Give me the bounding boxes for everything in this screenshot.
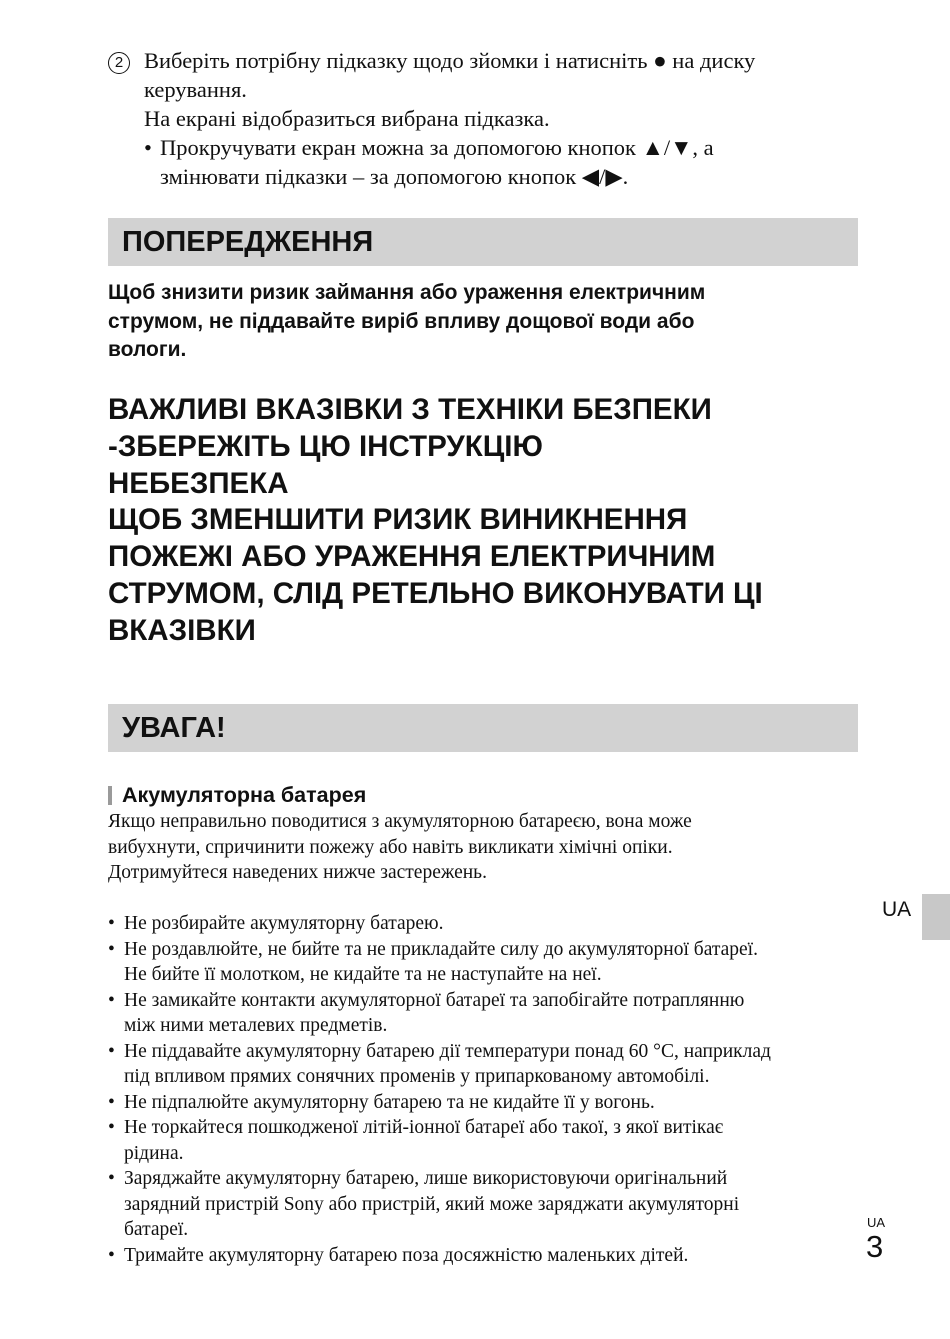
step-line: Виберіть потрібну підказку щодо зйомки і натисніть ● на диску <box>144 48 756 73</box>
battery-section <box>108 781 858 886</box>
step-instruction <box>108 46 858 191</box>
safety-line: ЩОБ ЗМЕНШИТИ РИЗИК ВИНИКНЕННЯ <box>108 503 688 537</box>
safety-line: -ЗБЕРЕЖІТЬ ЦЮ ІНСТРУКЦІЮ <box>108 429 543 463</box>
list-item-line: Не підпалюйте акумуляторну батарею та не кидайте її у вогонь. <box>124 1091 655 1113</box>
page-number: 3 <box>866 1229 884 1264</box>
list-item <box>108 1115 868 1166</box>
safety-instructions-heading <box>108 392 858 650</box>
list-item <box>108 1090 868 1116</box>
list-item <box>108 1243 868 1269</box>
step-result: На екрані відобразиться вибрана підказка. <box>144 106 550 131</box>
list-item-line: Не бийте її молотком, не кидайте та не наступайте на неї. <box>124 964 602 985</box>
warning-heading: ПОПЕРЕДЖЕННЯ <box>108 218 858 266</box>
warning-line: струмом, не піддавайте виріб впливу дощової води або <box>108 309 695 333</box>
list-item <box>108 988 868 1039</box>
safety-line: ПОЖЕЖІ АБО УРАЖЕННЯ ЕЛЕКТРИЧНИМ <box>108 540 716 574</box>
battery-precautions-list <box>108 911 868 1268</box>
step-bullet-line: змінювати підказки – за допомогою кнопок ◀/▶. <box>160 164 629 189</box>
safety-line: ВАЖЛИВІ ВКАЗІВКИ З ТЕХНІКИ БЕЗПЕКИ <box>108 393 712 426</box>
battery-intro-line: вибухнути, спричинити пожежу або навіть викликати хімічні опіки. <box>108 836 673 858</box>
step-number-circle: 2 <box>108 46 144 191</box>
bullet-icon: • <box>108 938 115 960</box>
list-item-line: Не піддавайте акумуляторну батарею дії температури понад 60 °C, наприклад <box>124 1040 771 1062</box>
warning-line: вологи. <box>108 338 187 361</box>
language-tab-label: UA <box>882 898 912 921</box>
list-item-line: зарядний пристрій Sony або пристрій, який може заряджати акумуляторні <box>124 1193 740 1215</box>
bullet-icon: • <box>108 1168 115 1189</box>
bullet-icon: • <box>108 1040 115 1062</box>
section-marker-bar <box>108 786 112 805</box>
list-item-line: Не замикайте контакти акумуляторної батареї та запобігайте потраплянню <box>124 989 745 1011</box>
list-item-line: Не розбирайте акумуляторну батарею. <box>124 913 444 934</box>
bullet-icon: • <box>108 1091 115 1113</box>
bullet-icon: • <box>108 989 115 1011</box>
battery-subheading-text: Акумуляторна батарея <box>122 783 367 807</box>
bullet-icon: • <box>108 1244 115 1266</box>
warning-line: Щоб знизити ризик займання або ураження електричним <box>108 281 706 304</box>
battery-intro-line: Дотримуйтеся наведених нижче застережень. <box>108 862 487 883</box>
list-item-line: Не роздавлюйте, не бийте та не прикладайте силу до акумуляторної батареї. <box>124 938 758 960</box>
bullet-icon: • <box>144 135 152 160</box>
battery-intro <box>108 809 858 886</box>
step-body <box>144 46 755 191</box>
list-item <box>108 937 868 988</box>
list-item <box>108 1166 868 1243</box>
step-bullet <box>144 133 755 191</box>
list-item <box>108 911 868 937</box>
list-item-line: батареї. <box>124 1219 189 1240</box>
list-item-line: під впливом прямих сонячних променів у припаркованому автомобілі. <box>124 1066 710 1087</box>
list-item <box>108 1039 868 1090</box>
safety-line: СТРУМОМ, СЛІД РЕТЕЛЬНО ВИКОНУВАТИ ЦІ <box>108 576 763 610</box>
warning-text <box>108 279 848 365</box>
step-line: керування. <box>144 77 247 102</box>
bullet-icon: • <box>108 913 115 934</box>
bullet-icon: • <box>108 1117 115 1138</box>
list-item-line: Заряджайте акумуляторну батарею, лише використовуючи оригінальний <box>124 1168 728 1189</box>
battery-subheading <box>108 781 858 809</box>
safety-line: НЕБЕЗПЕКА <box>108 466 289 500</box>
page-language-code: UA <box>867 1215 886 1230</box>
safety-line: ВКАЗІВКИ <box>108 613 256 647</box>
attention-heading: УВАГА! <box>108 704 858 752</box>
language-tab-marker <box>922 894 950 940</box>
list-item-line: рідина. <box>124 1142 184 1164</box>
list-item-line: Тримайте акумуляторну батарею поза досяжністю маленьких дітей. <box>124 1244 689 1266</box>
list-item-line: Не торкайтеся пошкодженої літій-іонної батареї або такої, з якої витікає <box>124 1117 724 1138</box>
list-item-line: між ними металевих предметів. <box>124 1015 388 1036</box>
step-bullet-line: Прокручувати екран можна за допомогою кнопок ▲/▼, а <box>160 135 714 160</box>
battery-intro-line: Якщо неправильно поводитися з акумуляторною батареєю, вона може <box>108 811 692 832</box>
